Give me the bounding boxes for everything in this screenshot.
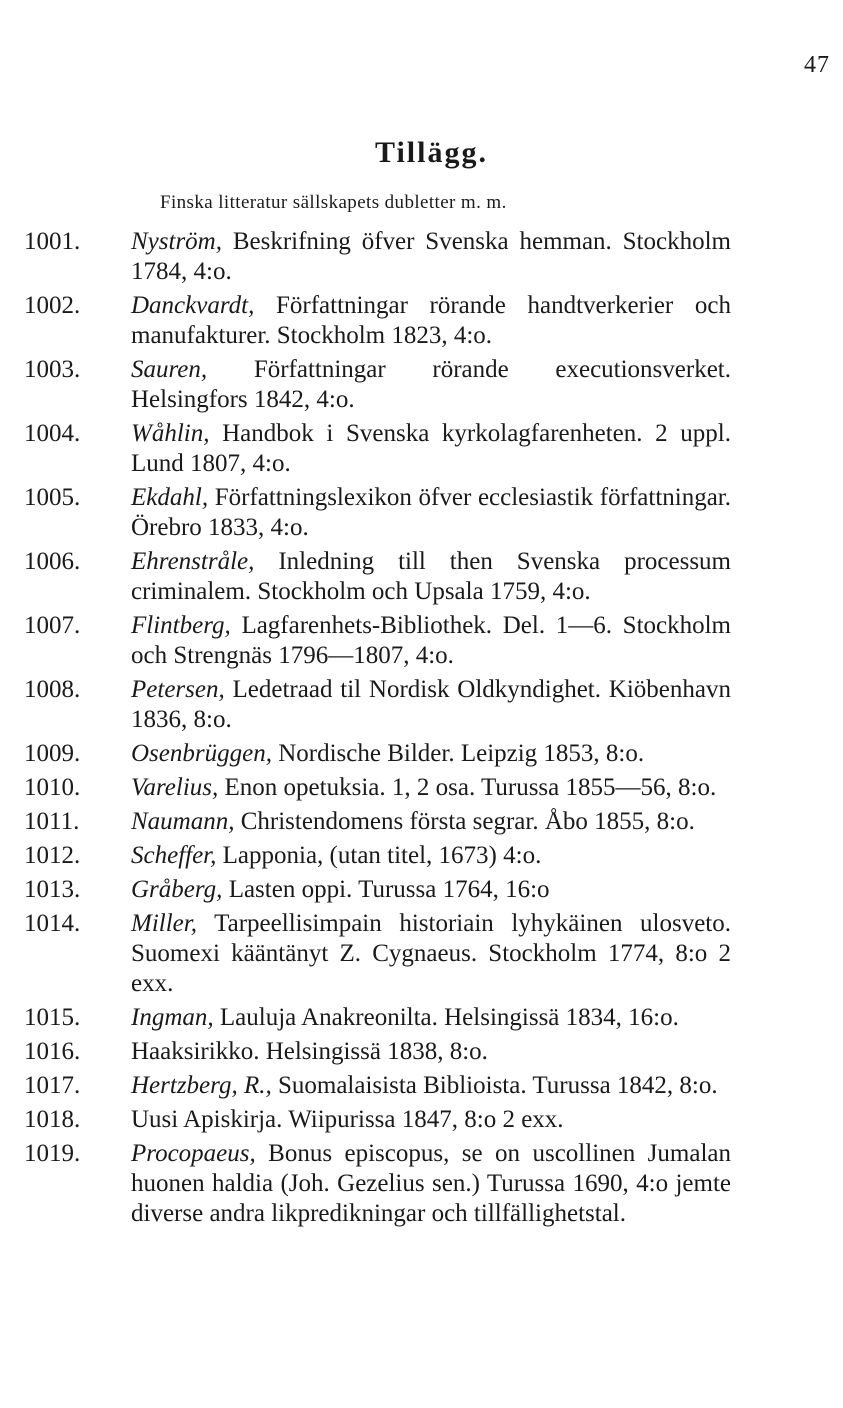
entry-number: 1018.	[24, 1106, 81, 1133]
entry-number: 1002.	[24, 292, 81, 319]
catalog-entry	[0, 807, 843, 837]
catalog-entry	[0, 675, 843, 735]
entry-author: Flintberg,	[131, 612, 231, 639]
entry-text: Lauluja Anakreonilta. Helsingissä 1834, 16:o.	[213, 1004, 679, 1031]
catalog-entry	[0, 739, 843, 769]
catalog-entry	[0, 1071, 843, 1101]
entry-text: Handbok i Svenska kyrkolagfarenheten. 2 uppl. Lund 1807, 4:o.	[131, 420, 731, 477]
entry-author: Danckvardt,	[131, 292, 255, 319]
entry-text: Lasten oppi. Turussa 1764, 16:o	[222, 876, 550, 903]
entry-number: 1015.	[24, 1004, 81, 1031]
entry-text: Lapponia, (utan titel, 1673) 4:o.	[216, 842, 542, 869]
entry-text: Nordische Bilder. Leipzig 1853, 8:o.	[271, 740, 645, 767]
entry-text: Suomalaisista Biblioista. Turussa 1842, 8:o.	[271, 1072, 718, 1099]
entry-number: 1016.	[24, 1038, 81, 1065]
entry-number: 1012.	[24, 842, 81, 869]
entry-number: 1004.	[24, 420, 81, 447]
entry-text: Lagfarenhets-Bibliothek. Del. 1—6. Stockholm och Strengnäs 1796—1807, 4:o.	[131, 612, 731, 669]
catalog-entry	[0, 1003, 843, 1033]
catalog-entry	[0, 547, 843, 607]
entry-author: Procopaeus,	[131, 1140, 256, 1167]
entry-number: 1003.	[24, 356, 81, 383]
entry-author: Wåhlin,	[131, 420, 210, 447]
section-subtitle: Finska litteratur sällskapets dubletter m. m.	[160, 192, 507, 213]
entry-text: Författningar rörande handtverkerier och manufakturer. Stockholm 1823, 4:o.	[131, 292, 731, 349]
entry-text: Författningslexikon öfver ecclesiastik författningar. Örebro 1833, 4:o.	[131, 484, 731, 541]
entry-author: Hertzberg, R.,	[131, 1072, 272, 1099]
entry-text: Enon opetuksia. 1, 2 osa. Turussa 1855—56, 8:o.	[218, 774, 717, 801]
entry-number: 1009.	[24, 740, 81, 767]
entry-author: Scheffer,	[131, 842, 217, 869]
entry-author: Nyström,	[131, 228, 222, 255]
entry-author: Naumann,	[131, 808, 235, 835]
catalog-entry	[0, 611, 843, 671]
entry-number: 1019.	[24, 1140, 81, 1167]
catalog-entries	[0, 227, 843, 1233]
entry-author: Ekdahl,	[131, 484, 209, 511]
section-title: Tillägg.	[375, 136, 488, 169]
entry-number: 1011.	[24, 808, 80, 835]
catalog-entry	[0, 1037, 843, 1067]
entry-text: Inledning till then Svenska processum criminalem. Stockholm och Upsala 1759, 4:o.	[131, 548, 731, 605]
entry-text: Författningar rörande executionsverket. Helsingfors 1842, 4:o.	[131, 356, 731, 413]
entry-number: 1017.	[24, 1072, 81, 1099]
catalog-entry	[0, 1139, 843, 1229]
entry-author: Osenbrüggen,	[131, 740, 272, 767]
entry-author: Gråberg,	[131, 876, 223, 903]
entry-number: 1008.	[24, 676, 81, 703]
entry-author: Varelius,	[131, 774, 219, 801]
entry-text: Beskrifning öfver Svenska hemman. Stockholm 1784, 4:o.	[131, 228, 731, 285]
catalog-entry	[0, 483, 843, 543]
entry-number: 1007.	[24, 612, 81, 639]
entry-text: Bonus episcopus, se on uscollinen Jumalan huonen haldia (Joh. Gezelius sen.) Turussa 1690, 4:o jemte diverse andra likpredikningar och tillfällighetstal.	[131, 1140, 731, 1227]
catalog-entry	[0, 773, 843, 803]
entry-number: 1005.	[24, 484, 81, 511]
entry-text: Haaksirikko. Helsingissä 1838, 8:o.	[131, 1038, 488, 1065]
entry-text: Ledetraad til Nordisk Oldkyndighet. Kiöbenhavn 1836, 8:o.	[131, 676, 731, 733]
entry-text: Uusi Apiskirja. Wiipurissa 1847, 8:o 2 exx.	[131, 1106, 564, 1133]
catalog-entry	[0, 227, 843, 287]
entry-number: 1010.	[24, 774, 81, 801]
catalog-entry	[0, 419, 843, 479]
entry-text: Christendomens första segrar. Åbo 1855, 8:o.	[234, 808, 695, 835]
catalog-entry	[0, 355, 843, 415]
entry-author: Petersen,	[131, 676, 225, 703]
catalog-entry	[0, 291, 843, 351]
entry-author: Ehrenstråle,	[131, 548, 255, 575]
catalog-entry	[0, 841, 843, 871]
entry-author: Miller,	[131, 910, 197, 937]
entry-text: Tarpeellisimpain historiain lyhykäinen ulosveto. Suomexi kääntänyt Z. Cygnaeus. Stockholm 1774, 8:o 2 exx.	[131, 910, 731, 997]
entry-author: Sauren,	[131, 356, 208, 383]
catalog-entry	[0, 909, 843, 999]
catalog-entry	[0, 1105, 843, 1135]
catalog-entry	[0, 875, 843, 905]
page-number: 47	[804, 52, 830, 78]
entry-number: 1001.	[24, 228, 81, 255]
entry-number: 1013.	[24, 876, 81, 903]
entry-number: 1006.	[24, 548, 81, 575]
entry-author: Ingman,	[131, 1004, 214, 1031]
entry-number: 1014.	[24, 910, 81, 937]
